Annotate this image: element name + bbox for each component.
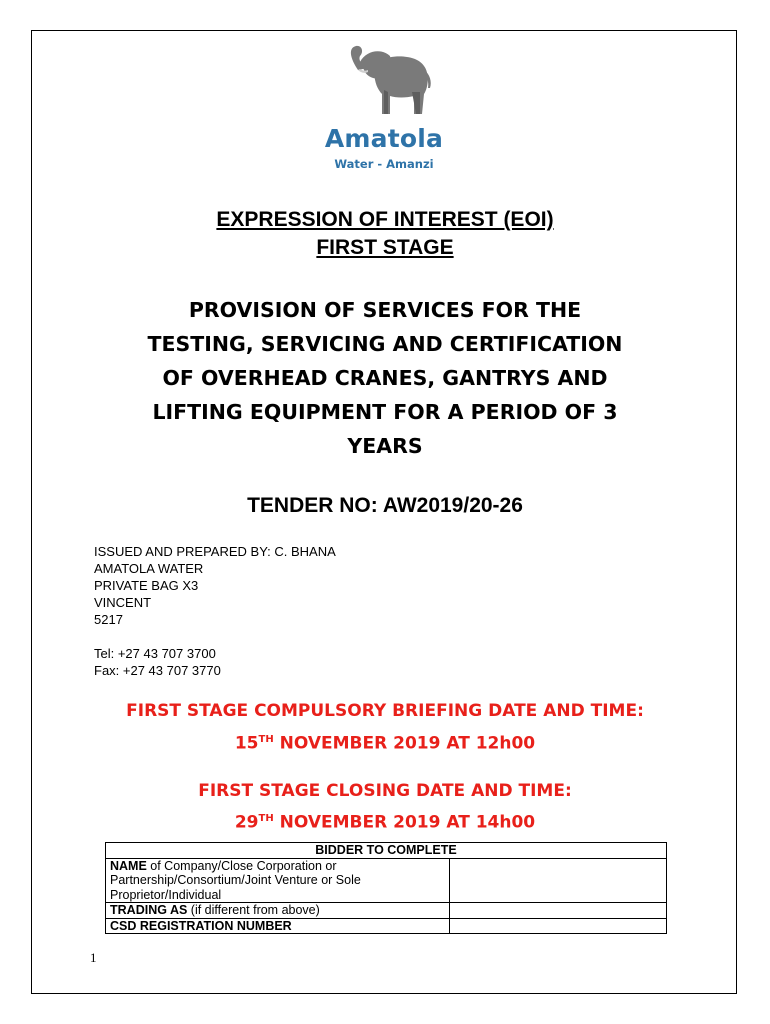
briefing-day-suffix: TH (258, 734, 274, 745)
telephone: Tel: +27 43 707 3700 (94, 646, 216, 661)
title-line-5: YEARS (347, 434, 423, 458)
page-number: 1 (90, 950, 97, 965)
field-value-name[interactable] (450, 858, 667, 903)
logo-wordmark: Amatola (324, 124, 444, 153)
field-label-trading-as: TRADING AS (if different from above) (106, 903, 450, 919)
heading-first-stage: FIRST STAGE (316, 236, 454, 259)
issued-by: ISSUED AND PREPARED BY: C. BHANA (94, 544, 336, 559)
title-line-1: PROVISION OF SERVICES FOR THE (188, 298, 582, 322)
briefing-day: 15 (234, 733, 259, 754)
briefing-datetime: NOVEMBER 2019 AT 12h00 (273, 733, 536, 754)
field-label-name: NAME of Company/Close Corporation or Partnership/Consortium/Joint Venture or Sole Proprietor/Individual (106, 858, 450, 903)
tender-number: TENDER NO: AW2019/20-26 (247, 494, 523, 517)
closing-date (0, 805, 770, 837)
closing-day: 29 (234, 812, 259, 833)
title-line-4: LIFTING EQUIPMENT FOR A PERIOD OF 3 (152, 400, 618, 424)
address-line: PRIVATE BAG X3 (94, 578, 199, 593)
address-line: VINCENT (94, 595, 152, 610)
field-value-csd[interactable] (450, 918, 667, 934)
field-label-csd: CSD REGISTRATION NUMBER (106, 918, 450, 934)
heading-eoi: EXPRESSION OF INTEREST (EOI) (216, 208, 554, 231)
briefing-label: FIRST STAGE COMPULSORY BRIEFING DATE AND TIME: (126, 701, 644, 721)
closing-datetime: NOVEMBER 2019 AT 14h00 (273, 812, 536, 833)
fax: Fax: +27 43 707 3770 (94, 663, 221, 678)
bidder-table (105, 842, 667, 934)
briefing-date (0, 726, 770, 758)
title-line-3: OF OVERHEAD CRANES, GANTRYS AND (162, 366, 608, 390)
address-line: AMATOLA WATER (94, 561, 204, 576)
field-value-trading-as[interactable] (450, 903, 667, 919)
title-line-2: TESTING, SERVICING AND CERTIFICATION (147, 332, 623, 356)
bidder-table-header: BIDDER TO COMPLETE (106, 843, 667, 859)
logo-tagline: Water - Amanzi (334, 157, 434, 171)
closing-day-suffix: TH (258, 813, 274, 824)
address-line: 5217 (94, 612, 123, 627)
closing-label: FIRST STAGE CLOSING DATE AND TIME: (198, 781, 572, 801)
